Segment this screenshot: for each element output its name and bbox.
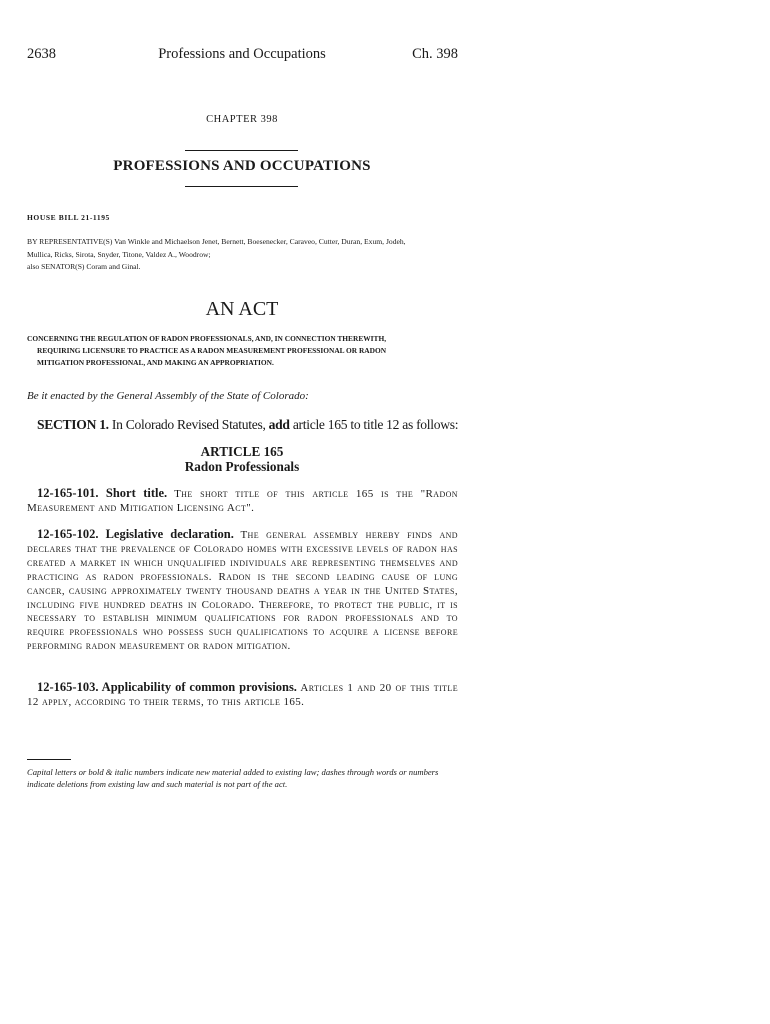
- concerning-line: CONCERNING THE REGULATION OF RADON PROFESSIONALS, AND, IN CONNECTION THEREWITH,: [27, 334, 387, 343]
- chapter-reference: Ch. 398: [412, 46, 458, 62]
- footnote: Capital letters or bold & italic numbers indicate new material added to existing law; dashes through words or numbers indicate deletions from existing law and such material is not part of the act.: [27, 767, 439, 789]
- paragraph-body: The general assembly hereby finds and declares that the prevalence of Colorado homes with excessive levels of radon has created a market in which unqualified individuals are representing themselves and practicing as radon professionals. Radon is the second leading cause of lung cancer, causing approximately twenty thousand deaths a year in the United States, including five hundred deaths in Colorado. Therefore, to protect the public, it is necessary to establish minimum qualifications for radon professionals and to require professionals who possess such qualifications to acquire a license before performing radon measurement or radon mitigation.: [27, 529, 458, 653]
- page-number: 2638: [27, 46, 56, 62]
- sponsors-line: BY REPRESENTATIVE(S) Van Winkle and Michaelson Jenet, Bernett, Boesenecker, Caraveo, Cutter, Duran, Exum, Jodeh,: [27, 237, 406, 246]
- chapter-title: PROFESSIONS AND OCCUPATIONS: [113, 158, 371, 174]
- paragraph-heading: 12-165-103. Applicability of common provisions.: [37, 680, 297, 694]
- enacting-clause: Be it enacted by the General Assembly of the State of Colorado:: [27, 390, 309, 402]
- paragraph-12-165-103: [27, 681, 458, 710]
- article-heading: [0, 444, 484, 474]
- section-text: In Colorado Revised Statutes,: [111, 417, 266, 432]
- sponsors-line: Mullica, Ricks, Sirota, Snyder, Titone, Valdez A., Woodrow;: [27, 249, 211, 259]
- concerning-line: MITIGATION PROFESSIONAL, AND MAKING AN APPROPRIATION.: [37, 358, 274, 367]
- article-number: ARTICLE 165: [200, 444, 284, 459]
- sponsors-block: [27, 236, 467, 274]
- sponsors-line: also SENATOR(S) Coram and Ginal.: [27, 262, 141, 271]
- paragraph-body: The short title of this article 165 is the "Radon Measurement and Mitigation Licensing Act".: [27, 488, 458, 514]
- title-rule-top: [185, 150, 298, 151]
- article-name: Radon Professionals: [184, 459, 300, 474]
- chapter-label: CHAPTER 398: [206, 114, 278, 125]
- section-keyword: add: [268, 417, 290, 432]
- running-title: Professions and Occupations: [158, 46, 326, 62]
- paragraph-heading: 12-165-102. Legislative declaration.: [37, 527, 234, 541]
- concerning-clause: [27, 333, 459, 369]
- act-heading: AN ACT: [205, 298, 279, 320]
- section-text: article 165 to title 12 as follows:: [292, 417, 459, 432]
- section-1: [37, 417, 462, 433]
- footnote-rule: [27, 759, 71, 760]
- paragraph-12-165-101: [27, 487, 458, 516]
- paragraph-heading: 12-165-101. Short title.: [37, 486, 168, 500]
- title-rule-bottom: [185, 186, 298, 187]
- bill-number: HOUSE BILL 21-1195: [27, 213, 110, 222]
- paragraph-body: Articles 1 and 20 of this title 12 apply, according to their terms, to this article 165.: [27, 682, 458, 708]
- section-label: SECTION 1.: [37, 417, 109, 432]
- paragraph-12-165-102: [27, 528, 458, 654]
- concerning-line: REQUIRING LICENSURE TO PRACTICE AS A RADON MEASUREMENT PROFESSIONAL OR RADON: [37, 346, 387, 355]
